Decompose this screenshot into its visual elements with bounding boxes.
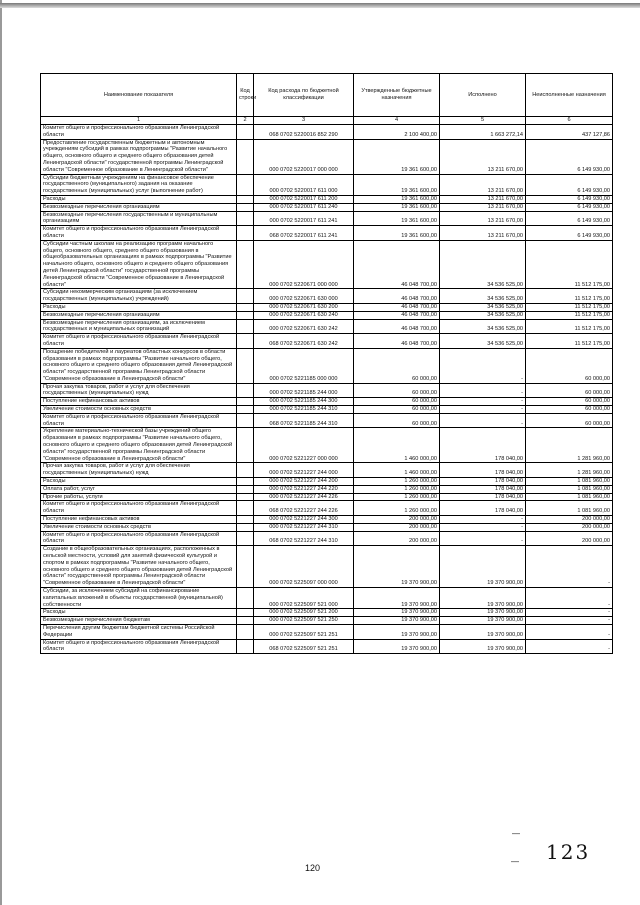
table-row [41,319,613,334]
header-approved: Утвержденные бюджетные назначения [354,74,440,117]
row-line-code [237,428,254,463]
row-executed: 34 536 525,00 [440,240,526,289]
table-row [41,406,613,414]
row-line-code [237,334,254,349]
table-row [41,139,613,174]
row-unexecuted: 1 081 960,00 [526,501,613,516]
row-unexecuted: 6 149 930,00 [526,195,613,203]
row-line-code [237,195,254,203]
row-name: Расходы [41,609,237,617]
row-name: Прочая закупка товаров, работ и услуг для обеспечения государственных (муниципальных) нужд [41,463,237,478]
row-approved: 60 000,00 [354,348,440,383]
row-budget-code: 000 0702 5221185 244 300 [254,398,354,406]
row-approved: 200 000,00 [354,516,440,524]
row-name: Расходы [41,195,237,203]
table-row [41,493,613,501]
row-approved: 19 361 600,00 [354,211,440,226]
table-row [41,348,613,383]
row-name: Комитет общего и профессионального образования Ленинградской области [41,413,237,428]
row-executed: - [440,531,526,546]
row-name: Перечисления другим бюджетам бюджетной системы Российской Федерации [41,624,237,639]
row-approved: 1 260 000,00 [354,501,440,516]
row-name: Расходы [41,303,237,311]
table-row [41,501,613,516]
row-approved: 19 370 900,00 [354,588,440,609]
row-approved: 19 370 900,00 [354,546,440,588]
row-budget-code: 068 0702 5220671 630 242 [254,334,354,349]
row-line-code [237,609,254,617]
row-approved: 46 048 700,00 [354,334,440,349]
table-row [41,413,613,428]
scan-top-edge [0,3,640,8]
row-budget-code: 000 0702 5220017 611 000 [254,174,354,195]
row-line-code [237,523,254,531]
row-approved: 1 460 000,00 [354,463,440,478]
row-line-code [237,289,254,304]
header-budget-code: Код расхода по бюджетной классификации [254,74,354,117]
row-budget-code: 068 0702 5221227 244 226 [254,501,354,516]
row-name: Укрепление материально-технической базы учреждений общего образования в рамках подпрограммы "Развитие начального общего, основного общего и среднего общего образования детей Ленинградской области" государственной программы Ленинградской области "Современное образование в Ленинградской области" [41,428,237,463]
row-unexecuted: 6 149 930,00 [526,139,613,174]
row-budget-code: 000 0702 5225097 521 200 [254,609,354,617]
table-row [41,609,613,617]
row-budget-code: 000 0702 5221227 244 200 [254,478,354,486]
row-budget-code: 000 0702 5221227 244 220 [254,485,354,493]
row-budget-code: 000 0702 5221185 244 000 [254,383,354,398]
table-row [41,428,613,463]
margin-dash-mark: — [511,857,519,866]
row-unexecuted: 1 281 960,00 [526,428,613,463]
row-name: Поступление нефинансовых активов [41,516,237,524]
row-name: Поступление нефинансовых активов [41,398,237,406]
table-row [41,485,613,493]
table-row [41,463,613,478]
row-approved: 2 100 400,00 [354,125,440,140]
column-number: 4 [354,117,440,125]
row-executed: 13 211 670,00 [440,174,526,195]
row-approved: 46 048 700,00 [354,303,440,311]
table-row [41,546,613,588]
header-unexecuted: Неисполненные назначения [526,74,613,117]
row-budget-code: 068 0702 5225097 521 251 [254,639,354,654]
row-line-code [237,501,254,516]
row-budget-code: 000 0702 5220671 630 200 [254,303,354,311]
row-executed: - [440,406,526,414]
row-name: Безвозмездные перечисления организациям, за исключением государственных и муниципальных организаций [41,319,237,334]
margin-dash-mark: — [512,829,520,838]
row-budget-code: 000 0702 5225097 521 250 [254,617,354,625]
row-executed: 13 211 670,00 [440,195,526,203]
row-name: Прочие работы, услуги [41,493,237,501]
row-budget-code: 000 0702 5220017 611 241 [254,211,354,226]
row-budget-code: 000 0702 5220671 630 000 [254,289,354,304]
header-executed: Исполнено [440,74,526,117]
header-name: Наименование показателя [41,74,237,117]
row-name: Субсидии, за исключением субсидий на софинансирование капитальных вложений в объекты государственной (муниципальной) собственности [41,588,237,609]
row-line-code [237,303,254,311]
table-row [41,303,613,311]
row-executed: 19 370 900,00 [440,546,526,588]
row-name: Увеличение стоимости основных средств [41,523,237,531]
row-line-code [237,617,254,625]
table-row [41,226,613,241]
row-executed: 13 211 670,00 [440,211,526,226]
row-budget-code: 000 0702 5221227 244 000 [254,463,354,478]
row-executed: 34 536 525,00 [440,319,526,334]
row-line-code [237,546,254,588]
row-budget-code: 000 0702 5225097 521 000 [254,588,354,609]
table-row [41,523,613,531]
row-approved: 1 260 000,00 [354,485,440,493]
row-executed: 34 536 525,00 [440,303,526,311]
row-approved: 19 361 600,00 [354,139,440,174]
row-unexecuted: 200 000,00 [526,516,613,524]
row-approved: 19 370 900,00 [354,624,440,639]
row-approved: 46 048 700,00 [354,311,440,319]
row-executed: 13 211 670,00 [440,226,526,241]
row-name: Комитет общего и профессионального образования Ленинградской области [41,334,237,349]
row-executed: 34 536 525,00 [440,334,526,349]
row-approved: 19 370 900,00 [354,609,440,617]
row-name: Комитет общего и профессионального образования Ленинградской области [41,531,237,546]
row-unexecuted: - [526,624,613,639]
row-executed: 178 040,00 [440,485,526,493]
table-row [41,240,613,289]
row-approved: 19 370 900,00 [354,617,440,625]
row-name: Расходы [41,478,237,486]
header-line-code: Код строки [237,74,254,117]
row-budget-code: 000 0702 5221185 000 000 [254,348,354,383]
row-approved: 200 000,00 [354,523,440,531]
row-executed: 34 536 525,00 [440,289,526,304]
row-unexecuted: 200 000,00 [526,523,613,531]
row-budget-code: 068 0702 5221185 244 310 [254,413,354,428]
row-approved: 1 260 000,00 [354,478,440,486]
row-unexecuted: 6 149 930,00 [526,203,613,211]
row-executed: 34 536 525,00 [440,311,526,319]
row-executed: - [440,398,526,406]
row-unexecuted: 6 149 930,00 [526,211,613,226]
row-executed: 19 370 900,00 [440,624,526,639]
row-unexecuted: - [526,639,613,654]
row-unexecuted: 437 127,86 [526,125,613,140]
row-name: Оплата работ, услуг [41,485,237,493]
row-budget-code: 000 0702 5220017 611 240 [254,203,354,211]
row-approved: 60 000,00 [354,413,440,428]
row-unexecuted: - [526,546,613,588]
row-executed: - [440,348,526,383]
table-row [41,211,613,226]
column-number: 5 [440,117,526,125]
row-executed: 178 040,00 [440,428,526,463]
table-row [41,398,613,406]
row-approved: 1 460 000,00 [354,428,440,463]
row-line-code [237,413,254,428]
row-executed: 19 370 900,00 [440,617,526,625]
row-budget-code: 000 0702 5221227 244 310 [254,523,354,531]
row-executed: 178 040,00 [440,501,526,516]
row-unexecuted: 60 000,00 [526,383,613,398]
table-row [41,174,613,195]
column-number: 3 [254,117,354,125]
row-approved: 19 361 600,00 [354,195,440,203]
row-name: Безвозмездные перечисления бюджетам [41,617,237,625]
row-line-code [237,493,254,501]
row-line-code [237,485,254,493]
row-unexecuted: 11 512 175,00 [526,311,613,319]
row-line-code [237,478,254,486]
row-unexecuted: - [526,617,613,625]
row-name: Комитет общего и профессионального образования Ленинградской области [41,125,237,140]
row-executed: - [440,383,526,398]
row-executed: 1 663 272,14 [440,125,526,140]
row-budget-code: 068 0702 5221227 244 310 [254,531,354,546]
row-line-code [237,240,254,289]
row-name: Прочая закупка товаров, работ и услуг для обеспечения государственных (муниципальных) нужд [41,383,237,398]
row-executed: 178 040,00 [440,463,526,478]
row-approved: 60 000,00 [354,406,440,414]
row-line-code [237,398,254,406]
row-line-code [237,226,254,241]
row-unexecuted: 1 081 960,00 [526,478,613,486]
row-executed: 178 040,00 [440,478,526,486]
row-line-code [237,639,254,654]
row-unexecuted: 6 149 930,00 [526,174,613,195]
row-line-code [237,311,254,319]
table-row [41,203,613,211]
row-unexecuted: 60 000,00 [526,398,613,406]
row-unexecuted: 11 512 175,00 [526,303,613,311]
row-budget-code: 000 0702 5221227 244 300 [254,516,354,524]
header-row [41,74,613,117]
row-unexecuted: 60 000,00 [526,406,613,414]
row-line-code [237,139,254,174]
budget-execution-table [40,73,613,654]
row-line-code [237,319,254,334]
row-name: Поощрение победителей и лауреатов областных конкурсов в области образования в рамках подпрограммы "Развитие начального общего, основного общего и среднего общего образования детей Ленинградской области" государственной программы Ленинградской области "Современное образование в Ленинградской области" [41,348,237,383]
row-unexecuted: 11 512 175,00 [526,334,613,349]
row-approved: 1 260 000,00 [354,493,440,501]
row-unexecuted: 11 512 175,00 [526,289,613,304]
row-name: Безвозмездные перечисления организациям [41,203,237,211]
table-row [41,334,613,349]
row-approved: 60 000,00 [354,398,440,406]
row-name: Субсидии бюджетным учреждениям на финансовое обеспечение государственного (муниципального) задания на оказание государственных (муниципальных) услуг (выполнение работ) [41,174,237,195]
row-name: Безвозмездные перечисления организациям [41,311,237,319]
row-line-code [237,211,254,226]
row-line-code [237,203,254,211]
table-row [41,383,613,398]
row-unexecuted: 60 000,00 [526,413,613,428]
table-row [41,195,613,203]
row-line-code [237,174,254,195]
row-executed: 19 370 900,00 [440,588,526,609]
row-line-code [237,516,254,524]
scan-left-edge [0,0,2,905]
row-executed: 19 370 900,00 [440,609,526,617]
row-unexecuted: 60 000,00 [526,348,613,383]
row-unexecuted: - [526,588,613,609]
row-budget-code: 000 0702 5221227 000 000 [254,428,354,463]
table-row [41,311,613,319]
row-unexecuted: 11 512 175,00 [526,240,613,289]
row-executed: 13 211 670,00 [440,139,526,174]
row-budget-code: 000 0702 5220671 630 242 [254,319,354,334]
table-row [41,624,613,639]
row-name: Увеличение стоимости основных средств [41,406,237,414]
row-unexecuted: 1 081 960,00 [526,493,613,501]
row-approved: 200 000,00 [354,531,440,546]
row-line-code [237,463,254,478]
row-executed: 19 370 900,00 [440,639,526,654]
row-budget-code: 000 0702 5221185 244 310 [254,406,354,414]
row-line-code [237,125,254,140]
row-executed: - [440,523,526,531]
table-row [41,617,613,625]
row-approved: 46 048 700,00 [354,240,440,289]
row-line-code [237,406,254,414]
row-line-code [237,348,254,383]
row-budget-code: 000 0702 5225097 521 251 [254,624,354,639]
column-number: 2 [237,117,254,125]
row-budget-code: 000 0702 5225097 000 000 [254,546,354,588]
row-line-code [237,383,254,398]
row-executed: - [440,413,526,428]
column-number-row [41,117,613,125]
row-approved: 19 370 900,00 [354,639,440,654]
row-approved: 60 000,00 [354,383,440,398]
row-approved: 19 361 600,00 [354,174,440,195]
row-unexecuted: 1 281 960,00 [526,463,613,478]
row-approved: 46 048 700,00 [354,289,440,304]
row-unexecuted: 11 512 175,00 [526,319,613,334]
row-budget-code: 068 0702 5220016 852 290 [254,125,354,140]
row-unexecuted: - [526,609,613,617]
row-executed: 178 040,00 [440,493,526,501]
row-approved: 19 361 600,00 [354,226,440,241]
row-name: Создание в общеобразовательных организациях, расположенных в сельской местности, условий для занятий физической культурой и спортом в рамках подпрограммы "Развитие начального общего, основного общего и среднего общего образования детей Ленинградской области" государственной программы Ленинградской области "Современное образование в Ленинградской области" [41,546,237,588]
row-budget-code: 000 0702 5220017 611 200 [254,195,354,203]
row-approved: 46 048 700,00 [354,319,440,334]
row-budget-code: 068 0702 5220017 611 241 [254,226,354,241]
row-name: Безвозмездные перечисления государственным и муниципальным организациям [41,211,237,226]
row-unexecuted: 6 149 930,00 [526,226,613,241]
row-name: Комитет общего и профессионального образования Ленинградской области [41,501,237,516]
row-name: Комитет общего и профессионального образования Ленинградской области [41,226,237,241]
table-row [41,478,613,486]
row-line-code [237,531,254,546]
column-number: 6 [526,117,613,125]
row-executed: 13 211 670,00 [440,203,526,211]
table-row [41,125,613,140]
column-number: 1 [41,117,237,125]
row-budget-code: 000 0702 5221227 244 226 [254,493,354,501]
table-row [41,516,613,524]
row-name: Предоставление государственным бюджетным и автономным учреждениям субсидий в рамках подпрограммы "Развитие начального общего, основного общего и среднего общего образования детей Ленинградской области" государственной программы Ленинградской области "Современное образование в Ленинградской области" [41,139,237,174]
table-row [41,289,613,304]
row-budget-code: 000 0702 5220671 630 240 [254,311,354,319]
row-unexecuted: 1 081 960,00 [526,485,613,493]
row-executed: - [440,516,526,524]
table-row [41,588,613,609]
table-row [41,639,613,654]
row-line-code [237,624,254,639]
row-line-code [237,588,254,609]
row-budget-code: 000 0702 5220017 000 000 [254,139,354,174]
row-name: Субсидии частным школам на реализацию программ начального общего, основного общего, среднего общего образования в общеобразовательных организациях в рамках подпрограммы "Развитие начального общего, основного общего и среднего общего образования детей Ленинградской области" государственной программы Ленинградской области "Современное образование в Ленинградской области" [41,240,237,289]
row-name: Субсидии некоммерческим организациям (за исключением государственных (муниципальных) учреждений) [41,289,237,304]
row-unexecuted: 200 000,00 [526,531,613,546]
table-row [41,531,613,546]
page-number: 120 [305,863,321,873]
row-approved: 19 361 600,00 [354,203,440,211]
row-budget-code: 000 0702 5220671 000 000 [254,240,354,289]
handwritten-page-number: 123 [546,840,591,864]
row-name: Комитет общего и профессионального образования Ленинградской области [41,639,237,654]
